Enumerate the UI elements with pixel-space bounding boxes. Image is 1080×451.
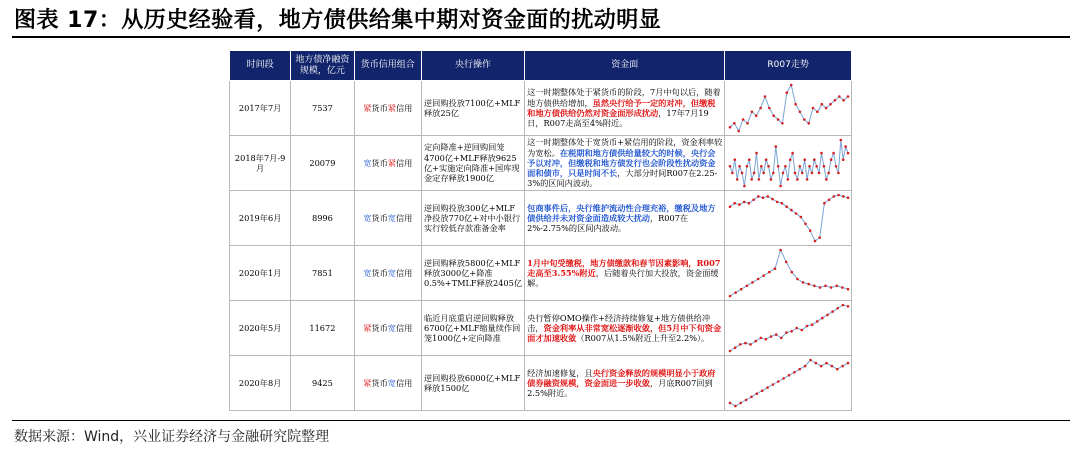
r007-point <box>775 333 778 336</box>
policy-cell <box>354 356 421 411</box>
r007-point <box>795 103 798 106</box>
r007-point <box>750 396 753 399</box>
r007-point <box>812 107 815 110</box>
credit-label: 信用 <box>395 102 413 113</box>
issuance-cell: 8996 <box>291 191 354 246</box>
policy-cell <box>354 301 421 356</box>
r007-point <box>803 118 806 121</box>
credit-label: 信用 <box>395 157 413 168</box>
period-cell: 2020年5月 <box>230 301 291 356</box>
r007-point <box>791 271 794 274</box>
r007-point <box>736 178 739 181</box>
r007-point <box>799 368 802 371</box>
r007-point <box>744 342 747 345</box>
r007-point <box>845 145 848 148</box>
r007-point <box>781 202 784 205</box>
r007-point <box>808 122 811 125</box>
r007-point <box>751 178 754 181</box>
r007-point <box>816 320 819 323</box>
r007-point <box>753 199 756 202</box>
r007-point <box>837 172 840 175</box>
r007-point <box>760 337 763 340</box>
r007-point <box>734 405 737 408</box>
r007-point <box>742 118 745 121</box>
liquidity-cell <box>525 81 725 136</box>
r007-point <box>820 365 823 368</box>
central-bank-cell: 逆回购投放300亿+MLF净投放770亿+对中小银行实行较低存款准备金率 <box>421 191 524 246</box>
r007-point <box>842 195 845 198</box>
r007-point <box>804 158 807 161</box>
r007-point <box>739 343 742 346</box>
r007-chart-cell <box>725 246 852 301</box>
r007-point <box>770 335 773 338</box>
monetary-label: 货币 <box>371 322 388 333</box>
r007-point <box>781 122 784 125</box>
r007-point <box>813 285 816 288</box>
r007-point <box>834 99 837 102</box>
r007-point <box>795 212 798 215</box>
r007-point <box>793 371 796 374</box>
r007-point <box>804 223 807 226</box>
r007-point <box>830 158 833 161</box>
r007-point <box>791 330 794 333</box>
header-r007: R007走势 <box>725 51 852 81</box>
liquidity-cell <box>525 246 725 301</box>
r007-chart-cell <box>725 136 852 191</box>
r007-point <box>768 107 771 110</box>
r007-line <box>730 250 848 296</box>
r007-point <box>808 283 811 286</box>
r007-chart-cell <box>725 356 852 411</box>
source-note: 数据来源：Wind，兴业证券经济与金融研究院整理 <box>14 429 330 445</box>
r007-point <box>755 152 758 155</box>
liquidity-highlight: 资金利率从非常宽松逐渐收敛，但5月中下旬资金面才加速收敛 <box>527 322 722 344</box>
footer-rule <box>12 420 1070 421</box>
issuance-cell: 9425 <box>291 356 354 411</box>
r007-sparkline <box>727 246 851 300</box>
credit-stance: 宽 <box>387 322 396 333</box>
r007-point <box>818 172 821 175</box>
r007-point <box>830 286 833 289</box>
r007-point <box>842 158 845 161</box>
r007-point <box>755 340 758 343</box>
header-period: 时间段 <box>230 51 291 81</box>
credit-stance: 紧 <box>387 157 396 168</box>
central-bank-cell: 逆回购投放7100亿+MLF释放25亿 <box>421 81 524 136</box>
comparison-table <box>229 50 852 411</box>
r007-point <box>799 111 802 114</box>
r007-point <box>764 95 767 98</box>
r007-point <box>753 172 756 175</box>
r007-point <box>762 196 765 199</box>
liquidity-text-end: ，R007在2%-2.75%的区间内波动。 <box>527 212 689 234</box>
r007-point <box>823 165 826 168</box>
r007-point <box>789 158 792 161</box>
r007-point <box>824 285 827 288</box>
table-row <box>230 191 852 246</box>
r007-point <box>799 165 802 168</box>
r007-point <box>743 201 746 204</box>
period-cell: 2018年7月-9月 <box>230 136 291 191</box>
r007-point <box>847 95 850 98</box>
r007-point <box>842 304 845 307</box>
title-rule <box>12 36 1070 38</box>
r007-point <box>825 107 828 110</box>
issuance-cell: 7537 <box>291 81 354 136</box>
liquidity-text-end: ，月底R007回到2.5%附近。 <box>527 377 713 399</box>
r007-point <box>792 152 795 155</box>
header-policy: 货币信用组合 <box>354 51 421 81</box>
r007-point <box>777 118 780 121</box>
r007-point <box>833 195 836 198</box>
credit-label: 信用 <box>395 267 413 278</box>
r007-point <box>729 295 732 298</box>
r007-point <box>741 172 744 175</box>
r007-point <box>763 274 766 277</box>
r007-point <box>847 196 850 199</box>
r007-chart-cell <box>725 81 852 136</box>
issuance-cell: 11672 <box>291 301 354 356</box>
policy-cell <box>354 246 421 301</box>
r007-point <box>800 216 803 219</box>
r007-chart-cell <box>725 191 852 246</box>
r007-point <box>734 346 737 349</box>
r007-point <box>838 95 841 98</box>
r007-point <box>780 249 783 252</box>
r007-point <box>788 374 791 377</box>
r007-point <box>782 172 785 175</box>
r007-point <box>766 386 769 389</box>
r007-point <box>816 111 819 114</box>
issuance-cell: 20079 <box>291 136 354 191</box>
r007-point <box>776 201 779 204</box>
r007-point <box>757 278 760 281</box>
monetary-stance: 宽 <box>363 267 372 278</box>
r007-point <box>757 195 760 198</box>
r007-sparkline <box>727 356 851 410</box>
r007-point <box>837 307 840 310</box>
monetary-label: 货币 <box>371 157 388 168</box>
r007-point <box>811 172 814 175</box>
monetary-label: 货币 <box>371 377 388 388</box>
credit-label: 信用 <box>395 212 413 223</box>
period-cell: 2019年6月 <box>230 191 291 246</box>
r007-point <box>790 84 793 87</box>
credit-stance: 紧 <box>387 102 396 113</box>
r007-point <box>785 261 788 264</box>
r007-point <box>729 126 732 129</box>
r007-point <box>829 103 832 106</box>
r007-point <box>729 350 732 353</box>
r007-point <box>738 203 741 206</box>
monetary-stance: 宽 <box>363 157 372 168</box>
r007-point <box>777 165 780 168</box>
central-bank-cell: 逆回购投放6000亿+MLF释放1500亿 <box>421 356 524 411</box>
r007-line <box>730 195 848 241</box>
r007-sparkline <box>727 301 851 355</box>
period-cell: 2020年8月 <box>230 356 291 411</box>
liquidity-text: 这一时期整体处于宽货币+紧信用的阶段，资金利率较为宽松。 <box>527 137 723 158</box>
monetary-stance: 宽 <box>363 212 372 223</box>
r007-point <box>786 91 789 94</box>
r007-point <box>780 337 783 340</box>
r007-sparkline <box>727 81 851 135</box>
liquidity-highlight: 在税期和地方债供给量较大的时候，央行会予以对冲，但缴税和地方债发行也会阶段性扰动资金面和债市，只是时间不长 <box>527 147 716 179</box>
liquidity-text: 这一时期整体处于紧货币的阶段，7月中旬以后，随着地方债供给增加， <box>527 87 721 108</box>
central-bank-cell: 临近月底重启逆回购释放6700亿+MLF缩量续作回笼1000亿+定向降准 <box>421 301 524 356</box>
policy-cell <box>354 136 421 191</box>
r007-point <box>729 165 732 168</box>
r007-point <box>740 402 743 405</box>
r007-point <box>767 195 770 198</box>
r007-point <box>785 331 788 334</box>
r007-point <box>774 267 777 270</box>
r007-point <box>828 172 831 175</box>
r007-point <box>838 194 841 197</box>
r007-point <box>740 288 743 291</box>
liquidity-highlight: 央行资金释放的规模明显小于政府债券融资规模，资金面进一步收敛 <box>527 367 716 388</box>
r007-point <box>761 389 764 392</box>
r007-point <box>758 178 761 181</box>
r007-point <box>729 205 732 208</box>
r007-point <box>746 165 749 168</box>
monetary-label: 货币 <box>371 212 388 223</box>
liquidity-text-end: （R007从1.5%附近上升至2.2%）。 <box>576 333 710 344</box>
header-liquidity: 资金面 <box>525 51 725 81</box>
r007-point <box>825 362 828 365</box>
liquidity-text-end: ，17年7月19日，R007走高至4%附近。 <box>527 108 709 129</box>
r007-point <box>823 202 826 205</box>
table-row <box>230 356 852 411</box>
table-header-row <box>230 51 852 81</box>
header-issuance: 地方债净融资规模，亿元 <box>291 51 354 81</box>
r007-point <box>816 165 819 168</box>
r007-point <box>820 152 823 155</box>
r007-point <box>748 202 751 205</box>
figure-title: 图表 17：从历史经验看，地方债供给集中期对资金面的扰动明显 <box>14 8 662 33</box>
table-row <box>230 136 852 191</box>
central-bank-cell: 定向降准+逆回购回笼4700亿+MLF释放9625亿+实施定向降准+国库现金定存释放1900亿 <box>421 136 524 191</box>
r007-line <box>730 360 848 406</box>
r007-point <box>770 178 773 181</box>
r007-point <box>808 165 811 168</box>
r007-point <box>814 240 817 243</box>
r007-point <box>763 172 766 175</box>
credit-stance: 宽 <box>387 267 396 278</box>
monetary-stance: 紧 <box>363 102 372 113</box>
r007-point <box>819 236 822 239</box>
r007-point <box>784 165 787 168</box>
r007-point <box>825 178 828 181</box>
liquidity-highlight: 1月中旬受缴税，地方债缴款和春节因素影响，R007走高至3.55%附近 <box>527 257 721 278</box>
r007-point <box>768 271 771 274</box>
liquidity-text: 经济加速修复，且 <box>527 367 593 378</box>
period-cell: 2017年7月 <box>230 81 291 136</box>
r007-point <box>841 286 844 289</box>
header-central-bank: 央行操作 <box>421 51 524 81</box>
r007-point <box>826 314 829 317</box>
r007-point <box>847 288 850 291</box>
r007-point <box>738 130 741 133</box>
policy-cell <box>354 191 421 246</box>
r007-point <box>835 165 838 168</box>
r007-point <box>806 178 809 181</box>
r007-point <box>748 158 751 161</box>
r007-point <box>847 362 850 365</box>
r007-point <box>821 103 824 106</box>
r007-point <box>773 114 776 117</box>
liquidity-text-end: ，后随着央行加大投放，资金面缓解。 <box>527 267 719 289</box>
monetary-label: 货币 <box>371 102 388 113</box>
issuance-cell: 7851 <box>291 246 354 301</box>
liquidity-cell <box>525 191 725 246</box>
r007-point <box>787 178 790 181</box>
r007-point <box>832 310 835 313</box>
r007-sparkline <box>727 136 851 190</box>
r007-point <box>751 111 754 114</box>
r007-point <box>734 202 737 205</box>
r007-point <box>745 399 748 402</box>
r007-point <box>760 165 763 168</box>
r007-point <box>734 158 737 161</box>
period-cell: 2020年1月 <box>230 246 291 301</box>
r007-point <box>809 359 812 362</box>
r007-point <box>794 172 797 175</box>
central-bank-cell: 逆回购释放5800亿+MLF释放3000亿+降准0.5%+TMLF释放2405亿 <box>421 246 524 301</box>
r007-point <box>765 338 768 341</box>
r007-point <box>847 305 850 308</box>
r007-chart-cell <box>725 301 852 356</box>
r007-point <box>831 365 834 368</box>
monetary-stance: 紧 <box>363 377 372 388</box>
liquidity-text: 央行暂停OMO操作+经济持续修复+地方债供给冲击， <box>527 312 711 333</box>
credit-stance: 宽 <box>387 377 396 388</box>
liquidity-highlight: 包商事件后，央行维护流动性合理充裕，缴税及地方债供给并未对资金面造成较大扰动 <box>527 202 716 223</box>
r007-point <box>746 285 749 288</box>
r007-point <box>756 392 759 395</box>
credit-stance: 宽 <box>387 212 396 223</box>
r007-point <box>804 365 807 368</box>
r007-point <box>746 122 749 125</box>
r007-point <box>796 278 799 281</box>
r007-point <box>815 362 818 365</box>
r007-point <box>751 281 754 284</box>
r007-point <box>772 383 775 386</box>
table-row <box>230 81 852 136</box>
r007-point <box>755 114 758 117</box>
liquidity-text-end: ，大部分时间R007在2.25-3%的区间内波动。 <box>527 168 718 189</box>
r007-point <box>743 185 746 188</box>
liquidity-cell <box>525 356 725 411</box>
table-row <box>230 301 852 356</box>
r007-point <box>833 152 836 155</box>
r007-sparkline <box>727 191 851 245</box>
r007-point <box>767 165 770 168</box>
r007-point <box>777 380 780 383</box>
r007-point <box>819 286 822 289</box>
r007-point <box>843 99 846 102</box>
liquidity-cell <box>525 136 725 191</box>
credit-label: 信用 <box>395 377 413 388</box>
r007-point <box>780 185 783 188</box>
liquidity-cell <box>525 301 725 356</box>
r007-point <box>806 325 809 328</box>
r007-point <box>813 158 816 161</box>
monetary-stance: 紧 <box>363 322 372 333</box>
r007-point <box>760 107 763 110</box>
r007-point <box>840 139 843 142</box>
r007-point <box>836 285 839 288</box>
r007-point <box>749 343 752 346</box>
r007-point <box>739 165 742 168</box>
r007-point <box>801 172 804 175</box>
r007-point <box>821 317 824 320</box>
r007-point <box>733 122 736 125</box>
liquidity-highlight: 虽然央行给予一定的对冲，但缴税和地方债供给仍然对资金面形成扰动 <box>527 97 716 118</box>
table-row <box>230 246 852 301</box>
r007-point <box>731 172 734 175</box>
policy-cell <box>354 81 421 136</box>
r007-point <box>828 199 831 202</box>
r007-line <box>730 305 848 351</box>
r007-point <box>735 291 738 294</box>
r007-point <box>771 198 774 201</box>
r007-point <box>802 281 805 284</box>
r007-point <box>775 145 778 148</box>
r007-point <box>847 152 850 155</box>
r007-point <box>783 377 786 380</box>
r007-point <box>801 329 804 332</box>
r007-point <box>729 402 732 405</box>
r007-point <box>809 229 812 232</box>
r007-point <box>836 368 839 371</box>
r007-point <box>790 209 793 212</box>
r007-point <box>772 172 775 175</box>
r007-point <box>842 365 845 368</box>
r007-point <box>786 205 789 208</box>
r007-point <box>765 158 768 161</box>
r007-point <box>796 178 799 181</box>
r007-point <box>796 327 799 330</box>
credit-label: 信用 <box>395 322 413 333</box>
monetary-label: 货币 <box>371 267 388 278</box>
r007-point <box>811 323 814 326</box>
